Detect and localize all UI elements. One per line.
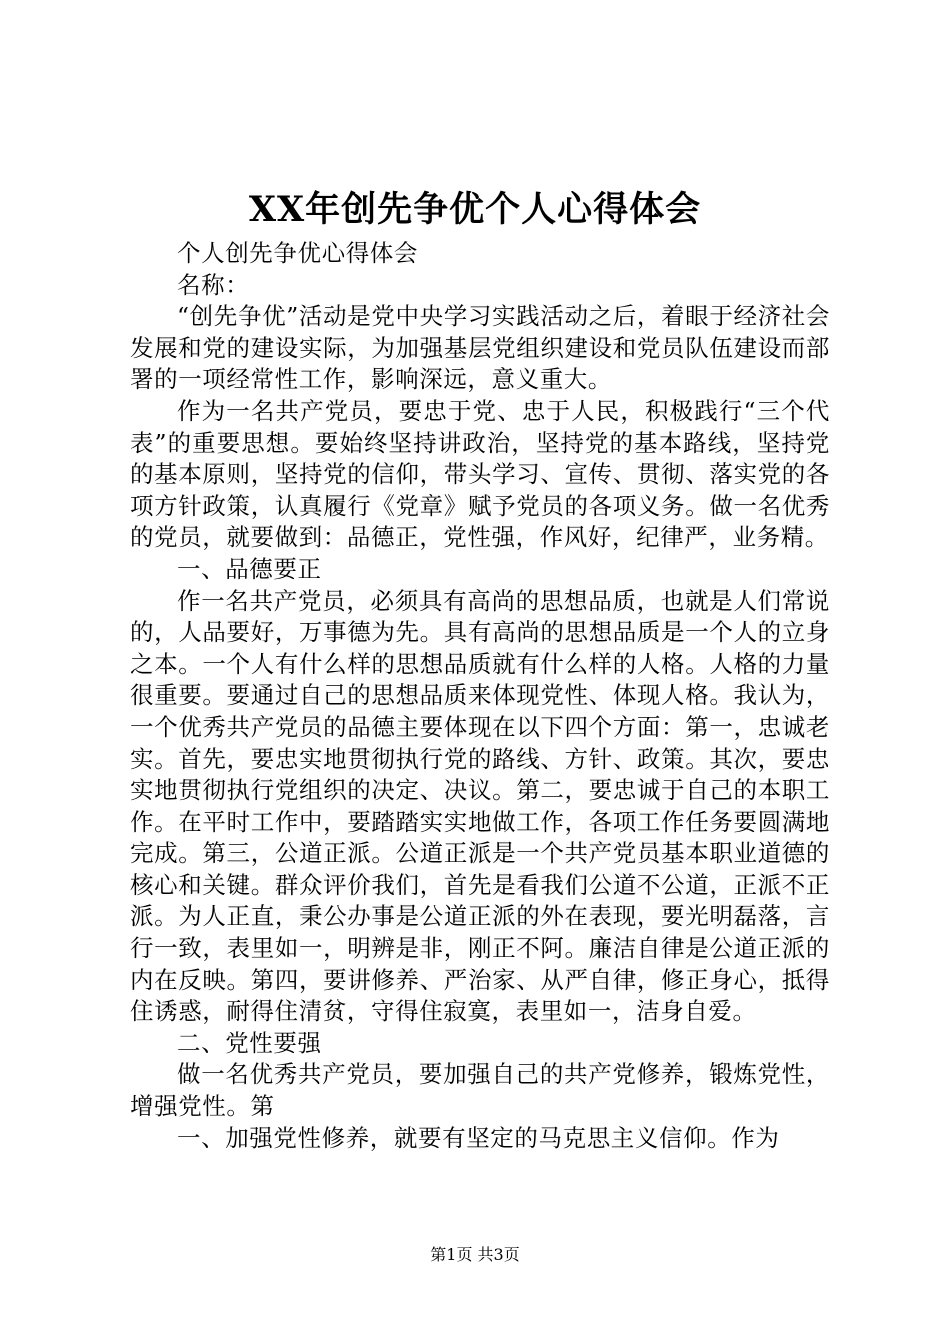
- paragraph-party-cultivation: 一、加强党性修养，就要有坚定的马克思主义信仰。作为: [177, 1123, 780, 1152]
- document-title: XX年创先争优个人心得体会: [248, 189, 702, 230]
- paragraph-intro: “创先争优”活动是党中央学习实践活动之后，着眼于经济社会发展和党的建设实际，为加强基层党组织建设和党员队伍建设而部署的一项经常性工作，影响深远，意义重大。: [130, 302, 830, 394]
- document-body: [130, 238, 830, 1154]
- paragraph-subtitle: 个人创先争优心得体会: [177, 239, 418, 267]
- paragraph-party-spirit: 做一名优秀共产党员，要加强自己的共产党修养，锻炼党性，增强党性。第: [130, 1060, 830, 1121]
- section-heading-morality: 一、品德要正: [177, 554, 322, 583]
- paragraph-party-member: 作为一名共产党员，要忠于党、忠于人民，积极践行“三个代表”的重要思想。要始终坚持讲政治，坚持党的基本路线，坚持党的基本原则，坚持党的信仰，带头学习、宣传、贯彻、落实党的各项方针政策，认真履行《党章》赋予党员的各项义务。做一名优秀的党员，就要做到：品德正，党性强，作风好，纪律严，业务精。: [130, 396, 830, 552]
- paragraph-morality: 作一名共产党员，必须具有高尚的思想品质，也就是人们常说的，人品要好，万事德为先。具有高尚的思想品质是一个人的立身之本。一个人有什么样的思想品质就有什么样的人格。人格的力量很重要。要通过自己的思想品质来体现党性、体现人格。我认为，一个优秀共产党员的品德主要体现在以下四个方面：第一，忠诚老实。首先，要忠实地贯彻执行党的路线、方针、政策。其次，要忠实地贯彻执行党组织的决定、决议。第二，要忠诚于自己的本职工作。在平时工作中，要踏踏实实地做工作，各项工作任务要圆满地完成。第三，公道正派。公道正派是一个共产党员基本职业道德的核心和关键。群众评价我们，首先是看我们公道不公道，正派不正派。为人正直，秉公办事是公道正派的外在表现，要光明磊落，言行一致，表里如一，明辨是非，刚正不阿。廉洁自律是公道正派的内在反映。第四，要讲修养、严治家、从严自律，修正身心，抵得住诱惑，耐得住清贫，守得住寂寞，表里如一，洁身自爱。: [130, 586, 830, 1026]
- section-heading-party-spirit: 二、党性要强: [177, 1028, 322, 1057]
- paragraph-name-label: 名称：: [177, 270, 250, 299]
- page-footer: 第1页 共3页: [430, 1245, 520, 1264]
